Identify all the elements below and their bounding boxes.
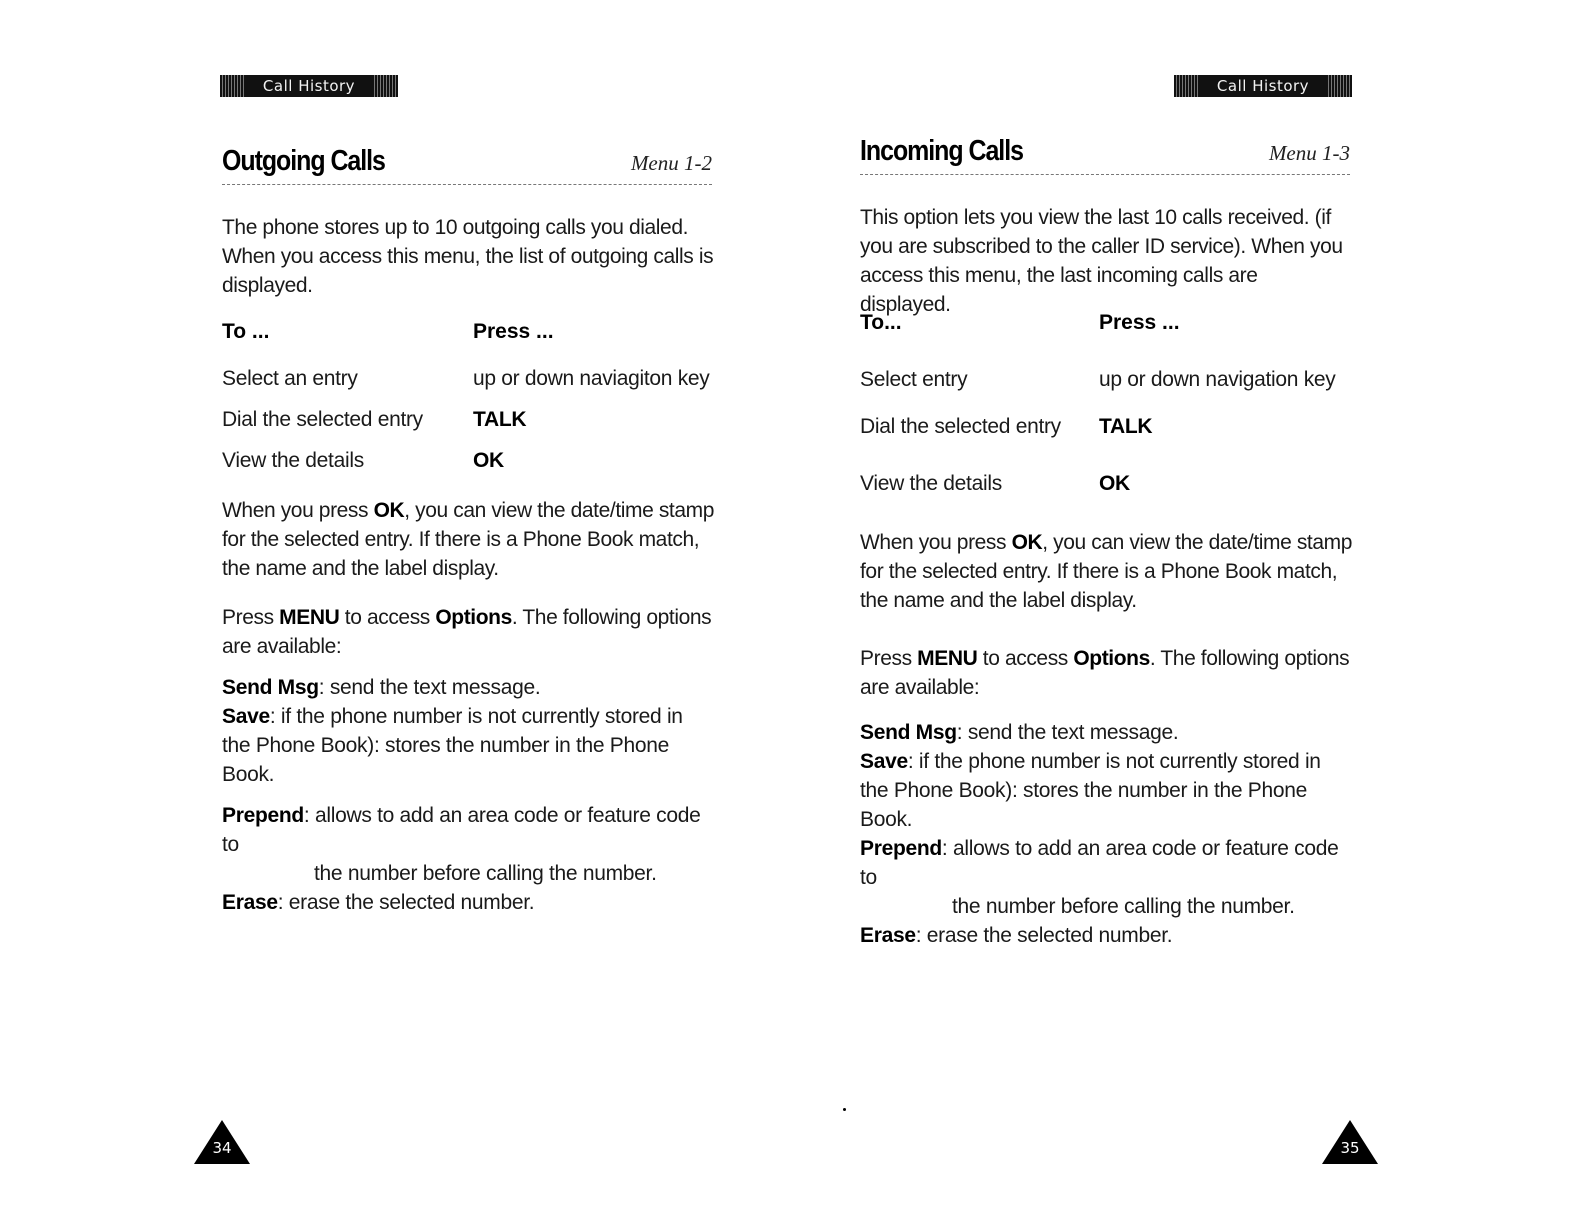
section-tab: Call History <box>220 75 398 97</box>
table-row-key: up or down naviagiton key <box>473 367 710 390</box>
table-header-press: Press ... <box>473 320 554 343</box>
options-list <box>860 718 1352 950</box>
table-row-key: up or down navigation key <box>1099 368 1336 391</box>
table-row-key: OK <box>473 449 504 472</box>
options-list <box>222 673 714 917</box>
menu-pre: Press <box>860 647 918 670</box>
page-title: Incoming Calls <box>860 135 1023 167</box>
ok-post: , you can view the date/time stamp for the selected entry. If there is a Phone Book match, the name and the label display. <box>222 499 715 580</box>
ok-paragraph <box>222 496 714 583</box>
option-label: Prepend <box>222 804 304 827</box>
option-continuation: the number before calling the number. <box>314 862 657 885</box>
title-row <box>860 132 1350 175</box>
menu-post: . The following options are available: <box>860 647 1350 699</box>
option-item <box>222 888 714 917</box>
option-label: Save <box>860 750 908 773</box>
option-text: : if the phone number is not currently stored in the Phone Book): stores the number in the Phone Book. <box>222 705 683 786</box>
option-item <box>222 801 714 859</box>
table-row-key: TALK <box>473 408 527 431</box>
intro-paragraph: The phone stores up to 10 outgoing calls you dialed. When you access this menu, the list of outgoing calls is displayed. <box>222 216 714 297</box>
ok-pre: When you press <box>222 499 374 522</box>
menu-pre: Press <box>222 606 280 629</box>
option-item <box>222 673 714 702</box>
table-row-key: TALK <box>1099 415 1153 438</box>
option-text: : erase the selected number. <box>277 891 535 914</box>
table-row-action: Select an entry <box>222 367 358 390</box>
option-text: : send the text message. <box>956 721 1179 744</box>
option-label: Send Msg <box>860 721 957 744</box>
ok-paragraph <box>860 528 1352 615</box>
menu-key: MENU <box>279 606 340 629</box>
menu-mid: to access <box>977 647 1074 670</box>
page-number: 35 <box>1340 1139 1360 1157</box>
section-tab: Call History <box>1174 75 1352 97</box>
table-row-action: Dial the selected entry <box>222 408 423 431</box>
option-item <box>860 718 1352 747</box>
ok-key: OK <box>373 499 405 522</box>
option-item <box>222 702 714 789</box>
menu-paragraph <box>860 644 1352 702</box>
right-page <box>860 0 1360 1221</box>
option-item <box>860 921 1352 950</box>
table-row-key: OK <box>1099 472 1130 495</box>
table-header-to: To ... <box>222 320 270 343</box>
menu-paragraph <box>222 603 714 661</box>
table-row-action: View the details <box>860 472 1002 495</box>
menu-key: MENU <box>917 647 978 670</box>
table-row-action: View the details <box>222 449 364 472</box>
menu-number: Menu 1-2 <box>630 151 712 175</box>
left-page <box>212 0 715 1221</box>
option-label: Erase <box>860 924 916 947</box>
table-row-action: Select entry <box>860 368 968 391</box>
menu-mid: to access <box>339 606 436 629</box>
table-header-press: Press ... <box>1099 311 1180 334</box>
option-text: : erase the selected number. <box>915 924 1173 947</box>
table-header-to: To... <box>860 311 902 334</box>
intro-paragraph: This option lets you view the last 10 calls received. (if you are subscribed to the caller ID service). When you access this menu, the last incoming calls are displayed. <box>860 206 1343 316</box>
option-text: : allows to add an area code or feature code to <box>860 837 1339 889</box>
scan-speck <box>843 1108 846 1111</box>
title-row <box>222 142 712 185</box>
option-continuation: the number before calling the number. <box>952 895 1295 918</box>
page-title: Outgoing Calls <box>222 145 385 177</box>
table-row-action: Dial the selected entry <box>860 415 1061 438</box>
option-label: Erase <box>222 891 278 914</box>
option-label: Send Msg <box>222 676 319 699</box>
option-item <box>860 834 1352 892</box>
option-text: : allows to add an area code or feature code to <box>222 804 701 856</box>
page-number: 34 <box>212 1139 232 1157</box>
options-label: Options <box>435 606 512 629</box>
option-item <box>860 747 1352 834</box>
page-number-badge <box>1320 1118 1380 1166</box>
ok-pre: When you press <box>860 531 1012 554</box>
menu-number: Menu 1-3 <box>1268 141 1350 165</box>
option-label: Prepend <box>860 837 942 860</box>
ok-post: , you can view the date/time stamp for the selected entry. If there is a Phone Book match, the name and the label display. <box>860 531 1353 612</box>
option-label: Save <box>222 705 270 728</box>
options-label: Options <box>1073 647 1150 670</box>
option-text: : send the text message. <box>318 676 541 699</box>
ok-key: OK <box>1011 531 1043 554</box>
option-text: : if the phone number is not currently stored in the Phone Book): stores the number in the Phone Book. <box>860 750 1321 831</box>
page-number-badge <box>192 1118 252 1166</box>
menu-post: . The following options are available: <box>222 606 712 658</box>
